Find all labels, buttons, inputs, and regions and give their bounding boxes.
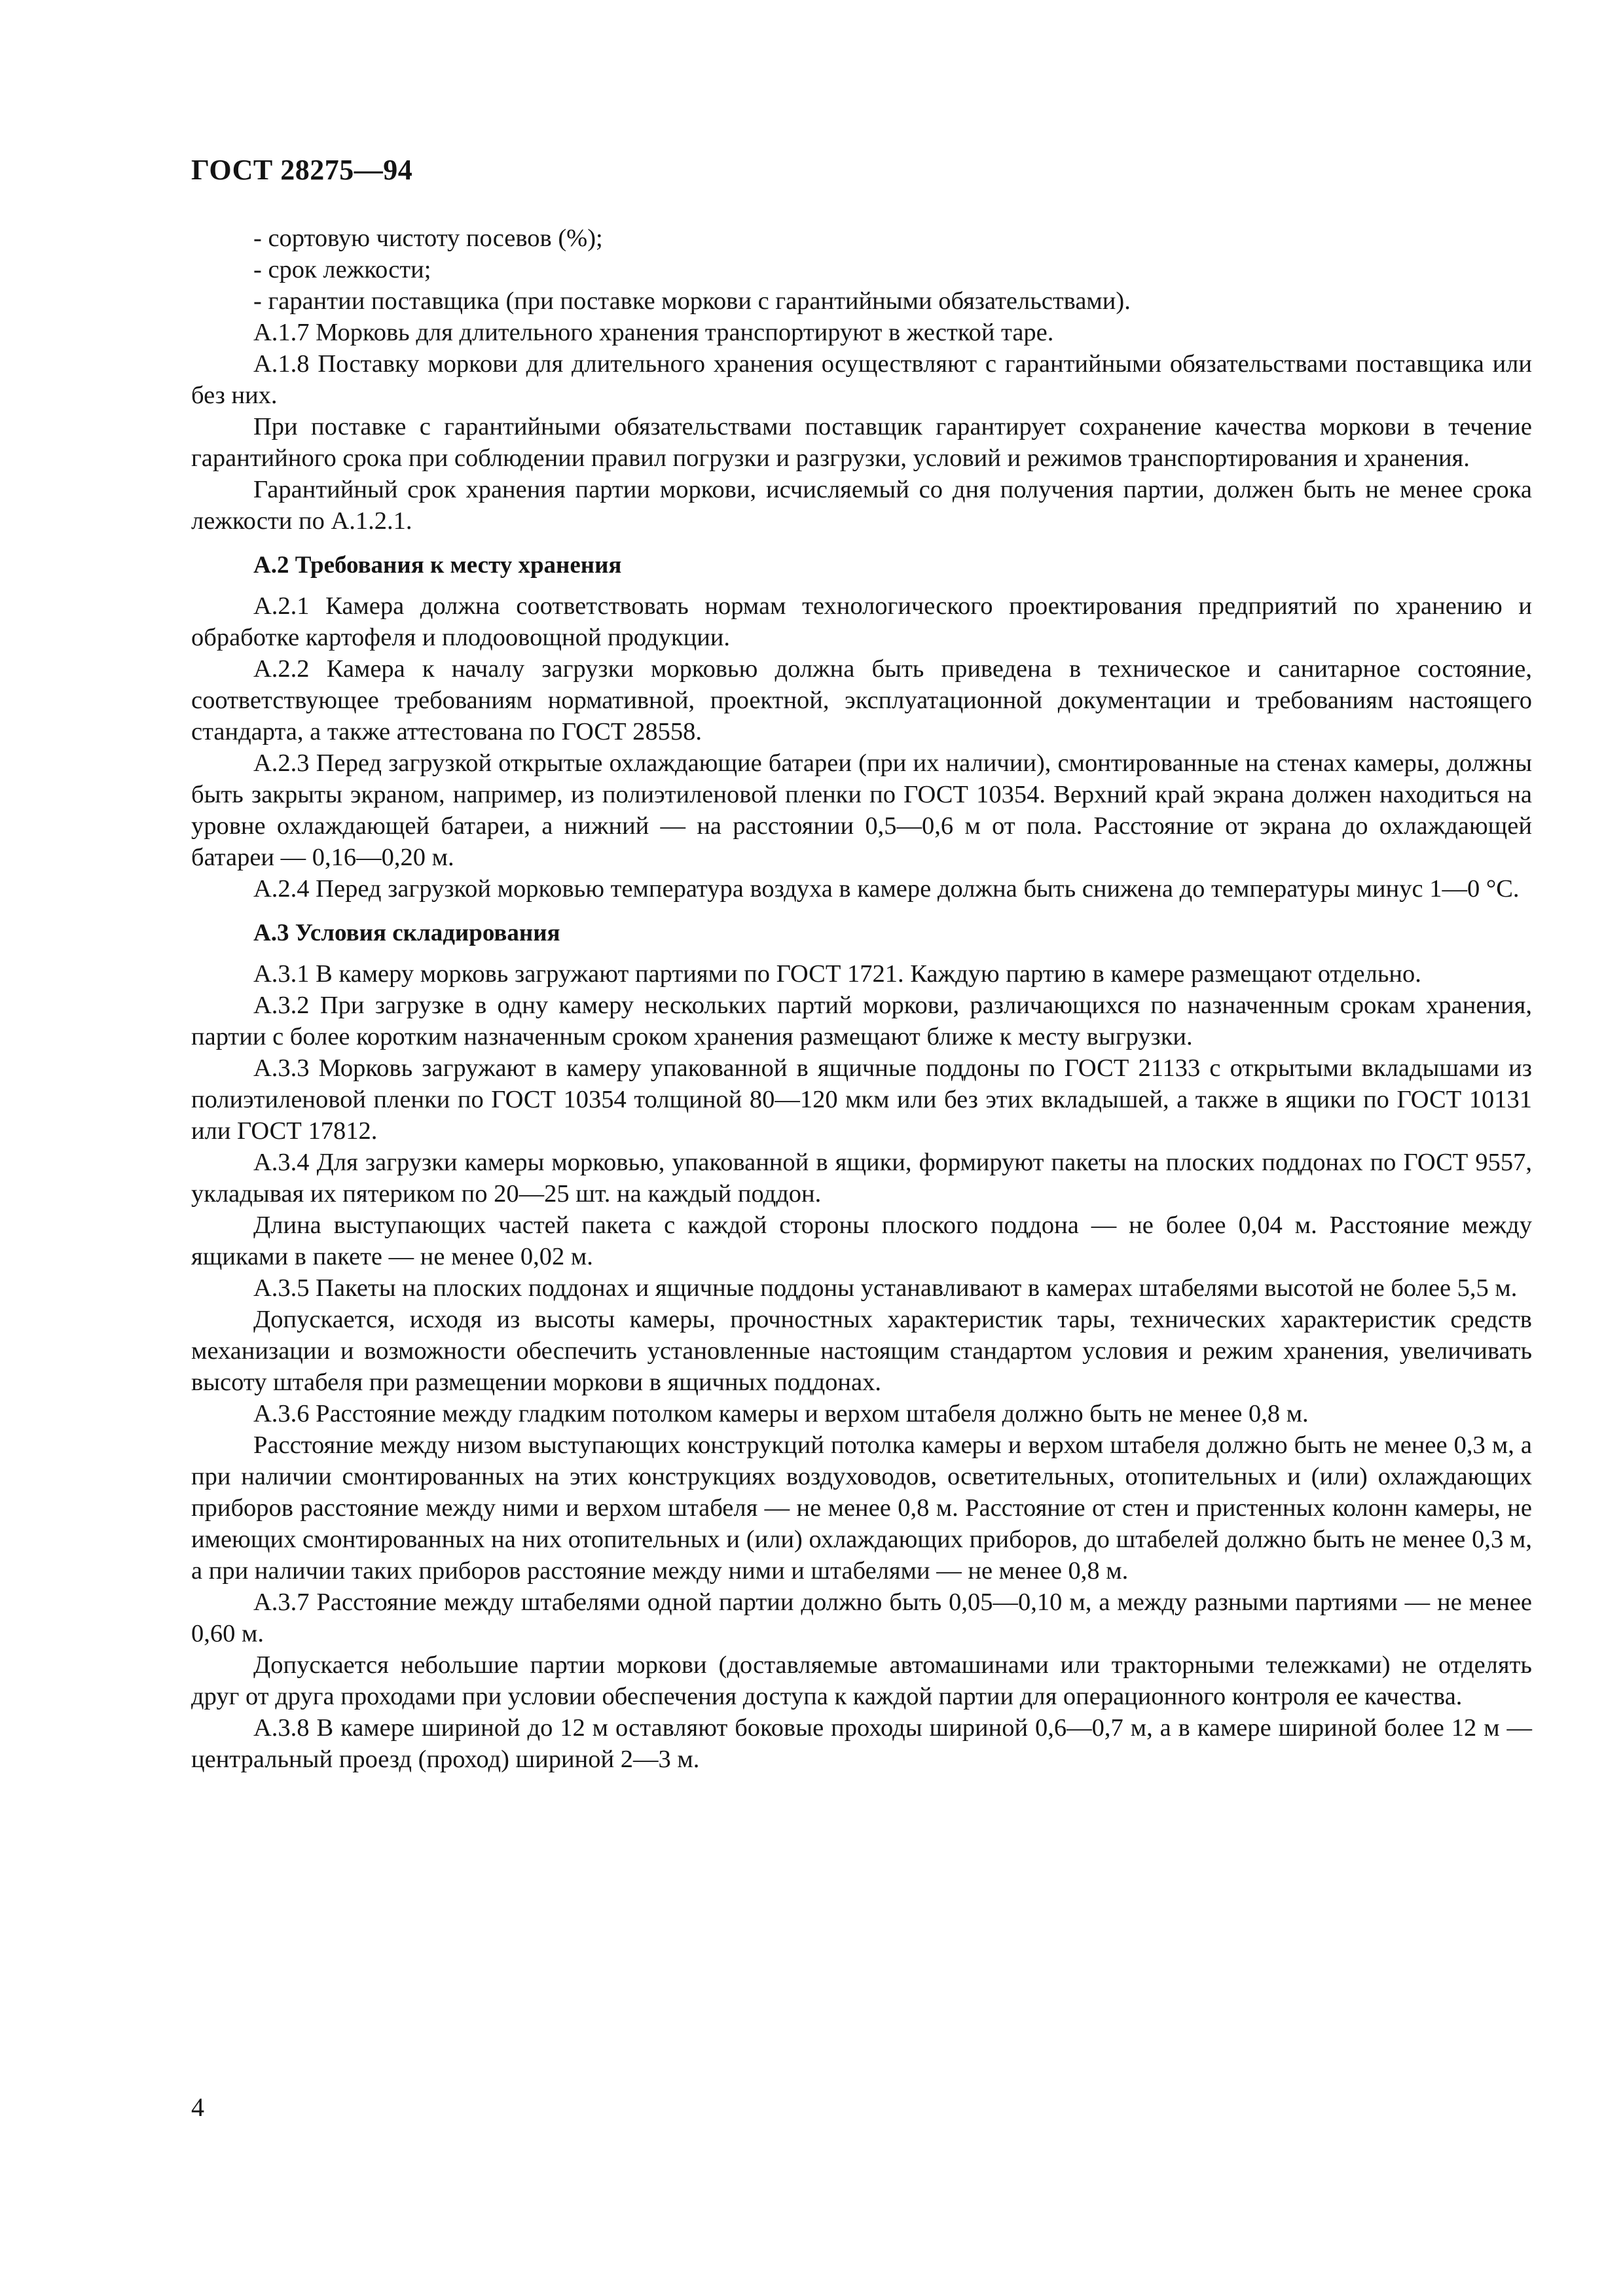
paragraph-a-3-3: А.3.3 Морковь загружают в камеру упакованной в ящичные поддоны по ГОСТ 21133 с открытыми вкладышами из полиэтиленовой пленки по ГОСТ 10354 толщиной 80—120 мкм или без этих вкладышей, а также в ящики по ГОСТ 10131 или ГОСТ 17812. xyxy=(191,1054,1532,1145)
paragraph-a-3-6: А.3.6 Расстояние между гладким потолком камеры и верхом штабеля должно быть не менее 0,8 м. xyxy=(253,1400,1309,1427)
paragraph-a-3-5: А.3.5 Пакеты на плоских поддонах и ящичные поддоны устанавливают в камерах штабелями высотой не более 5,5 м. xyxy=(253,1274,1518,1302)
paragraph-a-2-1: А.2.1 Камера должна соответствовать нормам технологического проектирования предприятий по хранению и обработке картофеля и плодоовощной продукции. xyxy=(191,592,1532,651)
paragraph-package-overhang: Длина выступающих частей пакета с каждой стороны плоского поддона — не более 0,04 м. Расстояние между ящиками в пакете — не менее 0,02 м. xyxy=(191,1211,1532,1270)
paragraph-a-1-8: А.1.8 Поставку моркови для длительного хранения осуществляют с гарантийными обязательствами поставщика или без них. xyxy=(191,350,1532,409)
paragraph-a-1-7: А.1.7 Морковь для длительного хранения транспортируют в жесткой таре. xyxy=(253,319,1054,346)
paragraph-a-3-8: А.3.8 В камере шириной до 12 м оставляют боковые проходы шириной 0,6—0,7 м, а в камере шириной более 12 м — центральный проезд (проход) шириной 2—3 м. xyxy=(191,1714,1532,1773)
paragraph-a-2-2: А.2.2 Камера к началу загрузки морковью должна быть приведена в техническое и санитарное состояние, соответствующее требованиям нормативной, проектной, эксплуатационной документации и требованиям настоящего стандарта, а также аттестована по ГОСТ 28558. xyxy=(191,655,1532,745)
paragraph-guarantee-quality: При поставке с гарантийными обязательствами поставщик гарантирует сохранение качества моркови в течение гарантийного срока при соблюдении правил погрузки и разгрузки, условий и режимов транспортирования и хранения. xyxy=(191,413,1532,472)
paragraph-a-3-4: А.3.4 Для загрузки камеры морковью, упакованной в ящики, формируют пакеты на плоских поддонах по ГОСТ 9557, укладывая их пятериком по 20—25 шт. на каждый поддон. xyxy=(191,1149,1532,1208)
paragraph-a-2-3: А.2.3 Перед загрузкой открытые охлаждающие батареи (при их наличии), смонтированные на стенах камеры, должны быть закрыты экраном, например, из полиэтиленовой пленки по ГОСТ 10354. Верхний край экрана должен находиться на уровне охлаждающей батареи, а нижний — на расстоянии 0,5—0,6 м от пола. Расстояние от экрана до охлаждающей батареи — 0,16—0,20 м. xyxy=(191,749,1532,871)
paragraph-a-2-4: А.2.4 Перед загрузкой морковью температура воздуха в камере должна быть снижена до температуры минус 1—0 °С. xyxy=(253,875,1520,903)
section-heading-a-2: А.2 Требования к месту хранения xyxy=(253,552,622,579)
paragraph-clearances: Расстояние между низом выступающих конструкций потолка камеры и верхом штабеля должно быть не менее 0,3 м, а при наличии смонтированных на этих конструкциях воздуховодов, осветительных, отопительных и (или) охлаждающих приборов расстояние между ними и верхом штабеля — не менее 0,8 м. Расстояние от стен и пристенных колонн камеры, не имеющих смонтированных на них отопительных и (или) охлаждающих приборов, до штабелей должно быть не менее 0,3 м, а при наличии таких приборов расстояние между ними и штабелями — не менее 0,8 м. xyxy=(191,1431,1532,1585)
paragraph-stack-height-allowance: Допускается, исходя из высоты камеры, прочностных характеристик тары, технических характеристик средств механизации и возможности обеспечить установленные настоящим стандартом условия и режим хранения, увеличивать высоту штабеля при размещении моркови в ящичных поддонах. xyxy=(191,1306,1532,1396)
paragraph-guarantee-period: Гарантийный срок хранения партии моркови, исчисляемый со дня получения партии, должен быть не менее срока лежкости по А.1.2.1. xyxy=(191,476,1532,535)
paragraph-small-batches: Допускается небольшие партии моркови (доставляемые автомашинами или тракторными тележками) не отделять друг от друга проходами при условии обеспечения доступа к каждой партии для операционного контроля ее качества. xyxy=(191,1651,1532,1710)
list-item-supplier-guarantees: - гарантии поставщика (при поставке моркови с гарантийными обязательствами). xyxy=(253,287,1131,315)
paragraph-a-3-2: А.3.2 При загрузке в одну камеру нескольких партий моркови, различающихся по назначенным срокам хранения, партии с более коротким назначенным сроком хранения размещают ближе к месту выгрузки. xyxy=(191,992,1532,1050)
page-number: 4 xyxy=(191,2092,204,2122)
section-heading-a-3: А.3 Условия складирования xyxy=(253,920,560,946)
paragraph-a-3-1: А.3.1 В камеру морковь загружают партиями по ГОСТ 1721. Каждую партию в камере размещают отдельно. xyxy=(253,960,1421,988)
list-item-sort-purity: - сортовую чистоту посевов (%); xyxy=(253,224,603,252)
paragraph-a-3-7: А.3.7 Расстояние между штабелями одной партии должно быть 0,05—0,10 м, а между разными партиями — не менее 0,60 м. xyxy=(191,1588,1532,1647)
document-header-standard-id: ГОСТ 28275—94 xyxy=(191,154,413,186)
document-body xyxy=(191,223,1532,1775)
list-item-storage-life: - срок лежкости; xyxy=(253,256,431,283)
